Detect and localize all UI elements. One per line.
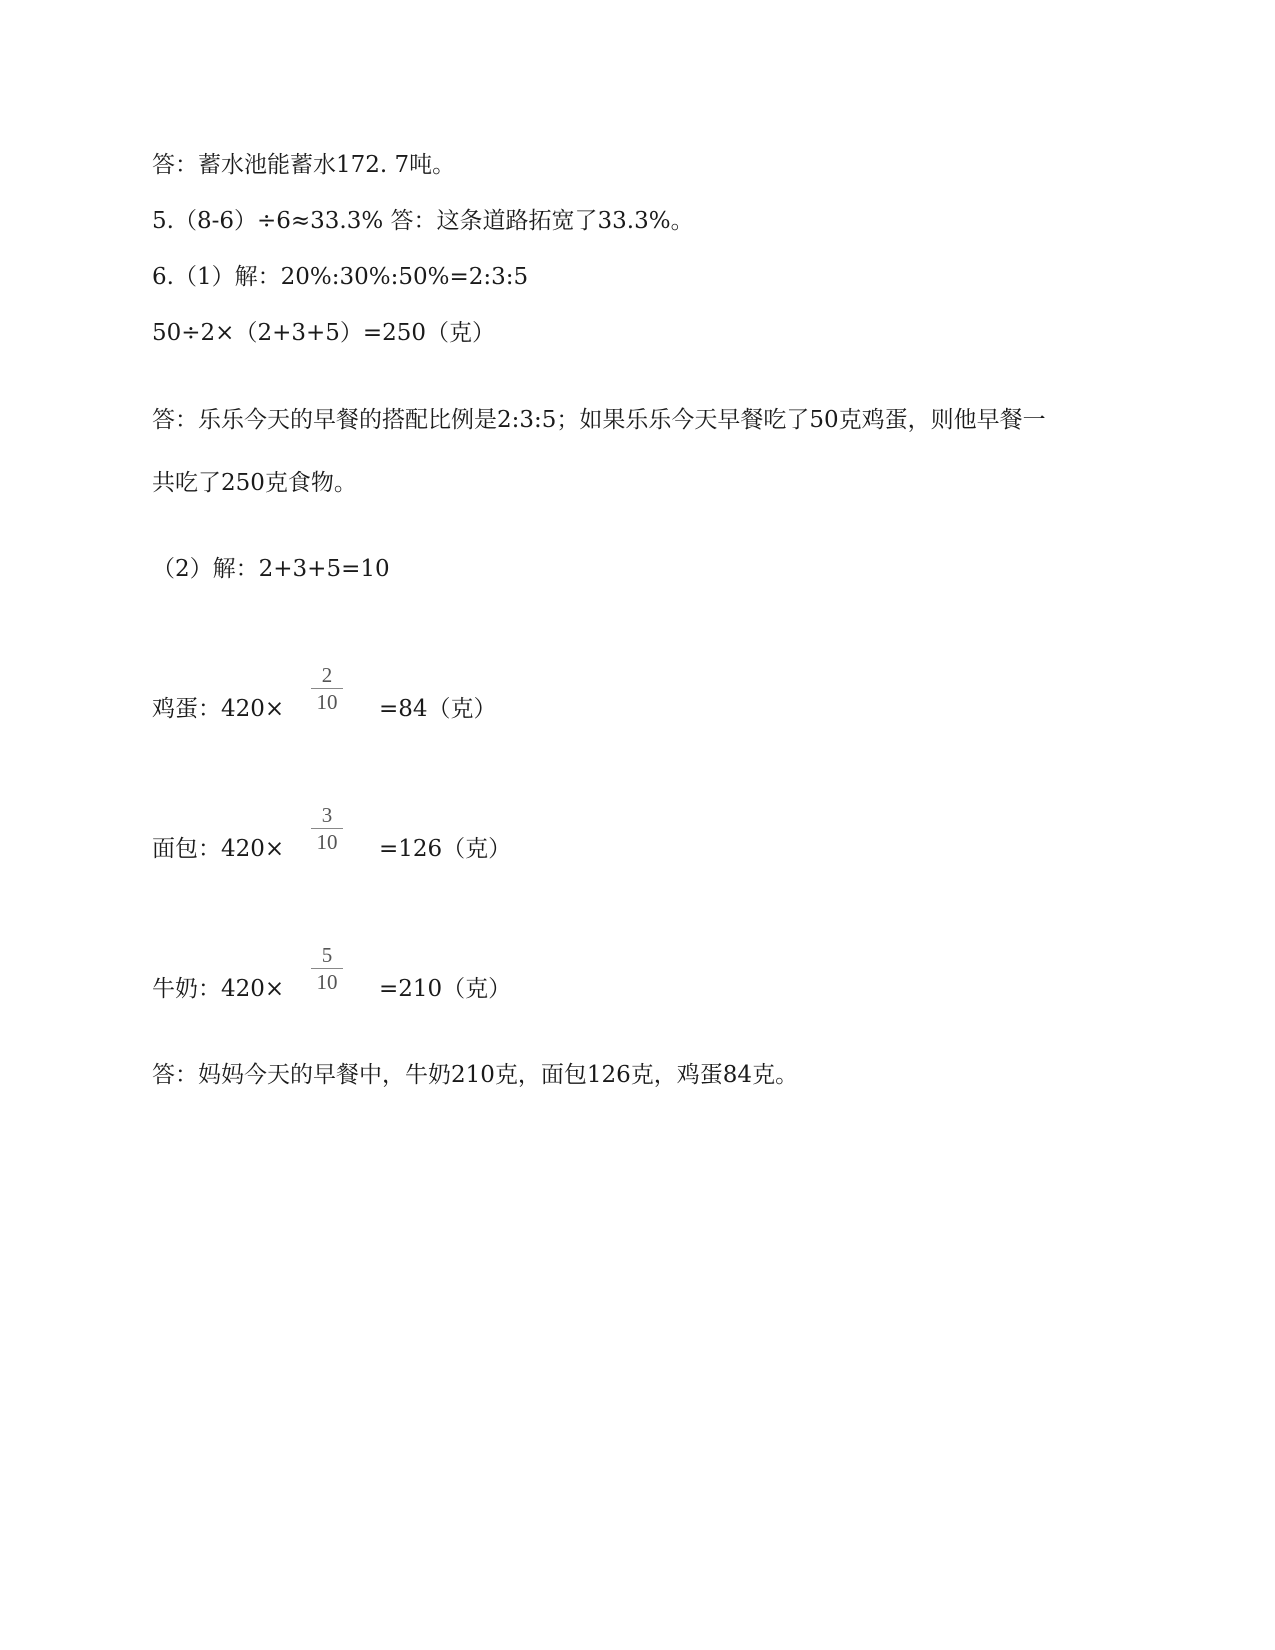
problem-6-part-1-answer-cont: 共吃了250克食物。: [152, 470, 357, 496]
calc-milk-label: 牛奶：420×: [152, 976, 285, 1002]
fraction-bar: [311, 828, 343, 829]
final-answer: 答：妈妈今天的早餐中，牛奶210克，面包126克，鸡蛋84克。: [152, 1062, 799, 1088]
calc-egg-result: =84（克）: [379, 696, 497, 722]
calc-milk-fraction: [307, 943, 347, 994]
calc-bread-fraction: [307, 803, 347, 854]
fraction-numerator: 3: [321, 803, 333, 827]
problem-6-part-2-sum: （2）解：2+3+5=10: [152, 556, 390, 582]
calc-bread-label: 面包：420×: [152, 836, 285, 862]
answer-reservoir: 答：蓄水池能蓄水172. 7吨。: [152, 152, 456, 178]
problem-6-part-1-total: 50÷2×（2+3+5）=250（克）: [152, 320, 496, 346]
calc-egg-label: 鸡蛋：420×: [152, 696, 285, 722]
fraction-bar: [311, 968, 343, 969]
fraction-numerator: 2: [321, 663, 333, 687]
fraction-bar: [311, 688, 343, 689]
fraction-denominator: 10: [316, 970, 338, 994]
calc-milk-result: =210（克）: [379, 976, 512, 1002]
fraction-numerator: 5: [321, 943, 333, 967]
problem-6-part-1-answer: 答：乐乐今天的早餐的搭配比例是2:3:5；如果乐乐今天早餐吃了50克鸡蛋，则他早餐一: [152, 407, 1046, 433]
problem-6-part-1-ratio: 6.（1）解：20%:30%:50%=2:3:5: [152, 264, 529, 290]
problem-5-solution: 5.（8-6）÷6≈33.3% 答：这条道路拓宽了33.3%。: [152, 208, 694, 234]
calc-bread-result: =126（克）: [379, 836, 512, 862]
fraction-denominator: 10: [316, 830, 338, 854]
fraction-denominator: 10: [316, 690, 338, 714]
calc-egg-fraction: [307, 663, 347, 714]
